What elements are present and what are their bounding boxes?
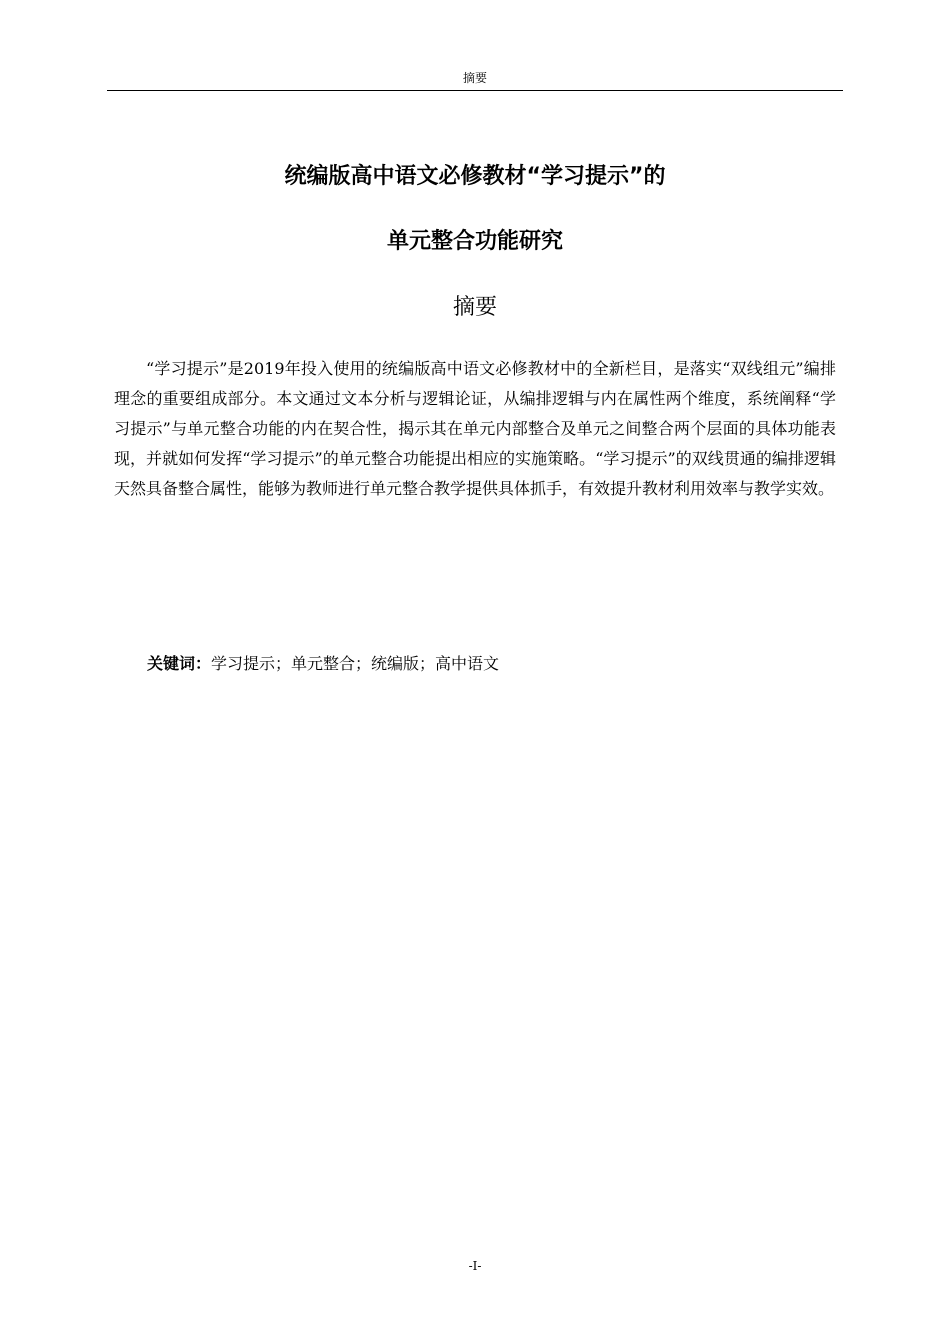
keywords-value: 学习提示；单元整合；统编版；高中语文 [211, 654, 500, 673]
abstract-heading: 摘要 [452, 295, 497, 320]
abstract-body: “学习提示”是2019年投入使用的统编版高中语文必修教材中的全新栏目，是落实“双线组元”编排理念的重要组成部分。本文通过文本分析与逻辑论证，从编排逻辑与内在属性两个维度，系统阐释“学习提示”与单元整合功能的内在契合性，揭示其在单元内部整合及单元之间整合两个层面的具体功能表现，并就如何发挥“学习提示”的单元整合功能提出相应的实施策略。“学习提示”的双线贯通的编排逻辑天然具备整合属性，能够为教师进行单元整合教学提供具体抓手，有效提升教材利用效率与教学实效。 [114, 359, 836, 498]
paper-title-line-1: 统编版高中语文必修教材“学习提示”的 [284, 164, 666, 189]
page-header [107, 66, 843, 91]
running-header-title: 摘要 [462, 71, 487, 85]
paper-title-line-2: 单元整合功能研究 [386, 229, 563, 254]
keywords-line [147, 652, 499, 676]
keywords-label: 关键词： [147, 654, 212, 673]
page-number: -I- [468, 1259, 482, 1273]
